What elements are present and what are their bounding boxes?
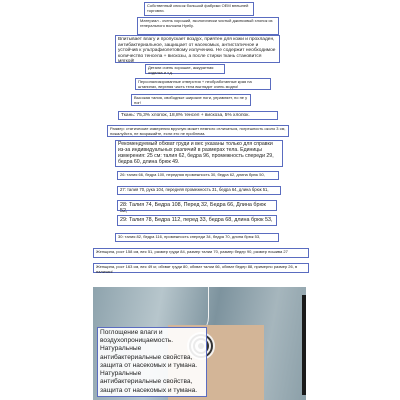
note-factory-oem: Собственный список большой фабрики OEM внешней торговли.: [144, 2, 254, 16]
size-29: 29: Талия 78, Бедра 112, перед 33, бедра 68, длина брюк 53,: [117, 215, 277, 226]
size-28: 28: Талия 74, Бедра 108, Перед 32, Бедра 66, Длина брюк 52,: [117, 200, 277, 211]
scrollbar[interactable]: [302, 295, 306, 395]
note-high-waist: Высокая талия, свободные широкие ноги, управляет, но не у ног!: [131, 94, 251, 106]
note-fabric-properties: Впитывает влагу и пропускает воздух, приятен для кожи и прохладен, антибактериальное, защищает от насекомых, антистатичное и устойчив к ультрафиолетовому излучению. Не содержит необходимое количество тенсела + вискозы, а после стирки ткань становится мягкой!: [115, 35, 280, 63]
note-size-25: Рекомендуемый обхват груди и вес указаны только для справки из-за индивидуальных различий в размерах тела. Единицы измерения: 25 см: талия 62, бедра 96, промежность спереди 29, бедра 60, длина брюк 49.: [115, 140, 283, 167]
size-26: 26: талия 66, бедра 100, передняя промежность 30, бедра 62, длина брюк 50,: [117, 171, 279, 180]
size-30: 30: талия 82, бедра 116, промежность спереди 34, бедра 70, длина брюк 53,: [115, 233, 279, 242]
tag-annotation: Поглощение влаги и воздухопроницаемость. Натуральные антибактериальные свойства, защита от насекомых и тумана. Натуральные антибактериальные свойства, защита от насекомых и тумана.: [97, 327, 207, 397]
model-info-2: Женщина, рост 163 см, вес 49 кг, обхват груди 80, обхват талии 66, обхват бедер 88, примерно размер 26, в наличии!: [93, 263, 309, 273]
note-details: Детали очень хорошие, аккуратная отделка и т.д.: [145, 64, 225, 74]
note-fabric-composition: Ткань: 75,3% хлопок, 18,8% тенсел + вискоза, 5% хлопок.: [118, 111, 278, 120]
size-27: 27: талия 70, рука 104, передняя промежность 31, бедра 64, длина брюк 51,: [117, 186, 281, 195]
note-measurement-disclaimer: Размер: статические измерения вручную может немного отличаться, погрешность около 3 см, пожалуйста, не возражайте, если это не проблема.: [107, 125, 289, 137]
model-info-1: Женщина, рост 158 см, вес 51, размер груди 84, размер талии 70, размер бедер 90, размер пошива 27: [93, 248, 309, 258]
product-photo: [93, 287, 306, 400]
note-raw-edges: Персонализированные отверстия + необработанные края на штанинах, верхняя часть тела выглядит очень модно!: [135, 78, 271, 90]
note-material: Материал - очень хороший, экологически чистый джинсовый хлопок из генерального волокна Hyelly.: [137, 17, 279, 35]
